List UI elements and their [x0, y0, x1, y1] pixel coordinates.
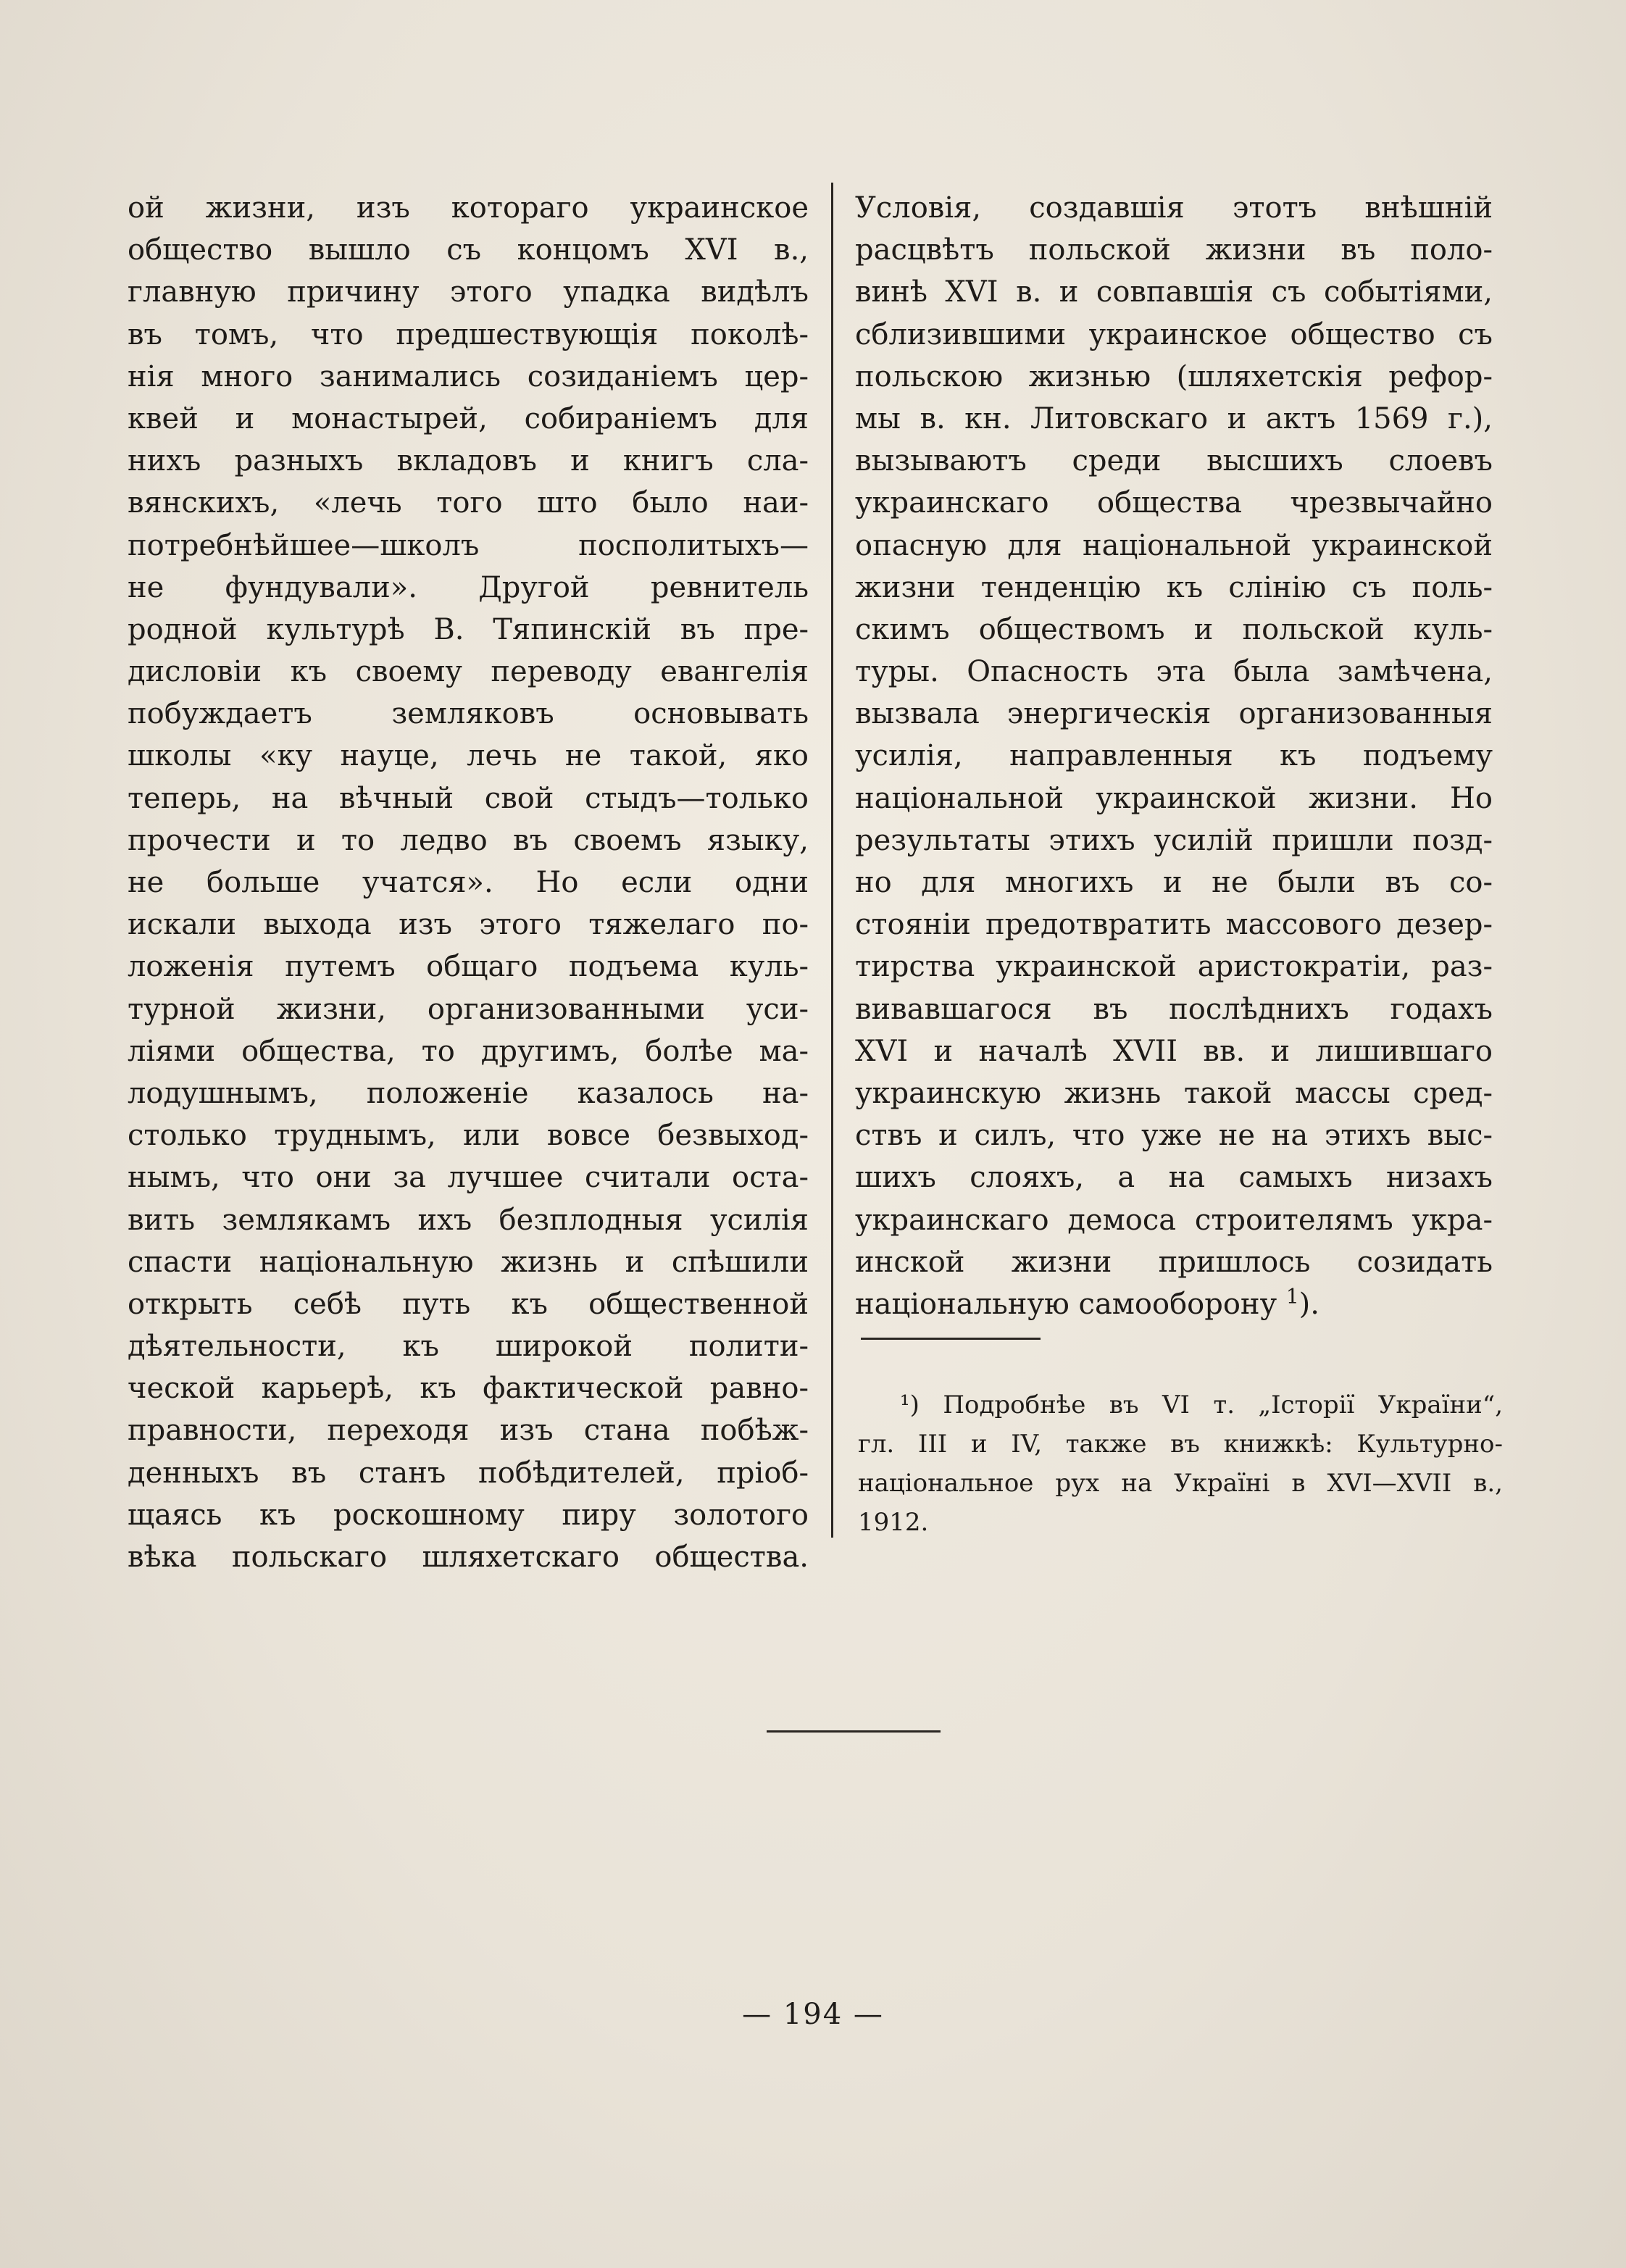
text-line: мы в. кн. Литовскаго и актъ 1569 г.), — [855, 401, 1493, 435]
text-line: не фундували». Другой ревнитель — [128, 570, 809, 604]
text-line: инской жизни пришлось созидать — [855, 1245, 1493, 1279]
text-line: шихъ слояхъ, а на самыхъ низахъ — [855, 1161, 1493, 1195]
text-line: ствъ и силъ, что уже не на этихъ выс- — [855, 1119, 1493, 1153]
text-line: лодушнымъ, положеніе казалось на- — [128, 1076, 809, 1110]
text-line: щаясь къ роскошному пиру золотого — [128, 1498, 809, 1532]
footnote-line: національное рух на Україні в XVI—XVII в., — [858, 1469, 1503, 1498]
text-line: жизни тенденцію къ слінію съ поль- — [855, 570, 1493, 604]
text-line: нихъ разныхъ вкладовъ и книгъ сла- — [128, 444, 809, 478]
text-line-last: національную самооборону $^1$). — [855, 1284, 1319, 1321]
column-divider — [831, 183, 833, 1538]
text-line: XVI и началѣ XVII вв. и лишившаго — [855, 1034, 1493, 1068]
text-line: Условія, создавшія этотъ внѣшній — [855, 191, 1493, 225]
text-line: украинскаго общества чрезвычайно — [855, 486, 1493, 520]
text-line: денныхъ въ станъ побѣдителей, пріоб- — [128, 1456, 809, 1490]
footnote-separator — [861, 1338, 1041, 1340]
text-line: украинскую жизнь такой массы сред- — [855, 1076, 1493, 1110]
text-line: открыть себѣ путь къ общественной — [128, 1287, 809, 1321]
text-line: побуждаетъ земляковъ основывать — [128, 697, 809, 731]
text-line: туры. Опасность эта была замѣчена, — [855, 655, 1493, 689]
text-line: вить землякамъ ихъ безплодныя усилія — [128, 1203, 809, 1237]
footnote-line: 1912. — [858, 1508, 929, 1537]
text-line: опасную для національной украинской — [855, 528, 1493, 562]
text-line: вызвала энергическія организованныя — [855, 697, 1493, 731]
text-line: скимъ обществомъ и польской куль- — [855, 612, 1493, 646]
text-line: нымъ, что они за лучшее считали оста- — [128, 1161, 809, 1195]
text-line: прочести и то ледво въ своемъ языку, — [128, 823, 809, 857]
text-line: ческой карьерѣ, къ фактической равно- — [128, 1372, 809, 1406]
text-line: ой жизни, изъ котораго украинское — [128, 191, 809, 225]
text-line: общество вышло съ концомъ XVI в., — [128, 233, 809, 267]
text-line: результаты этихъ усилій пришли позд- — [855, 823, 1493, 857]
text-line: но для многихъ и не были въ со- — [855, 866, 1493, 899]
text-line: потребнѣйшее—школъ посполитыхъ— — [128, 528, 809, 562]
text-line: дѣятельности, къ широкой полити- — [128, 1330, 809, 1364]
text-line: въ томъ, что предшествующія поколѣ- — [128, 317, 809, 351]
text-line: ліями общества, то другимъ, болѣе ма- — [128, 1034, 809, 1068]
text-line: національной украинской жизни. Но — [855, 781, 1493, 815]
text-line: винѣ XVI в. и совпавшія съ событіями, — [855, 275, 1493, 309]
left-text-column — [128, 187, 809, 1578]
text-line: ложенія путемъ общаго подъема куль- — [128, 950, 809, 984]
text-line: вивавшагося въ послѣднихъ годахъ — [855, 992, 1493, 1026]
text-line: стояніи предотвратить массового дезер- — [855, 908, 1493, 942]
text-line: не больше учатся». Но если одни — [128, 866, 809, 899]
text-line: польскою жизнью (шляхетскія рефор- — [855, 359, 1493, 393]
text-line: главную причину этого упадка видѣлъ — [128, 275, 809, 309]
text-line: тирства украинской аристократіи, раз- — [855, 950, 1493, 984]
section-end-rule — [767, 1730, 941, 1733]
right-text-column — [855, 187, 1493, 1325]
text-line: правности, переходя изъ стана побѣж- — [128, 1414, 809, 1448]
text-line: дисловіи къ своему переводу евангелія — [128, 655, 809, 689]
footnote-line: гл. III и IV, также въ книжкѣ: Культурно- — [858, 1430, 1503, 1459]
text-line: школы «ку науце, лечь не такой, яко — [128, 739, 809, 773]
text-line: расцвѣтъ польской жизни въ поло- — [855, 233, 1493, 267]
footnote-line: ¹) Подробнѣе въ VI т. „Історії України“, — [900, 1391, 1503, 1419]
text-line: искали выхода изъ этого тяжелаго по- — [128, 908, 809, 942]
text-line: усилія, направленныя къ подъему — [855, 739, 1493, 773]
text-line: теперь, на вѣчный свой стыдъ—только — [128, 781, 809, 815]
text-line: спасти національную жизнь и спѣшили — [128, 1245, 809, 1279]
text-line: украинскаго демоса строителямъ укра- — [855, 1203, 1493, 1237]
text-line: вѣка польскаго шляхетскаго общества. — [128, 1541, 809, 1574]
text-line: турной жизни, организованными уси- — [128, 992, 809, 1026]
text-line: вызываютъ среди высшихъ слоевъ — [855, 444, 1493, 478]
footnote-block — [858, 1385, 1503, 1542]
text-line: нія много занимались созиданіемъ цер- — [128, 359, 809, 393]
text-line: квей и монастырей, собираніемъ для — [128, 401, 809, 435]
page-number: — 194 — — [742, 1998, 884, 2031]
last-line-text: національную самооборону — [855, 1287, 1277, 1321]
text-line: сблизившими украинское общество съ — [855, 317, 1493, 351]
text-line: вянскихъ, «лечь того што было наи- — [128, 486, 809, 520]
text-line: столько труднымъ, или вовсе безвыход- — [128, 1119, 809, 1153]
text-line: родной культурѣ В. Тяпинскій въ пре- — [128, 612, 809, 646]
footnote-reference[interactable]: 1 — [1285, 1284, 1299, 1309]
